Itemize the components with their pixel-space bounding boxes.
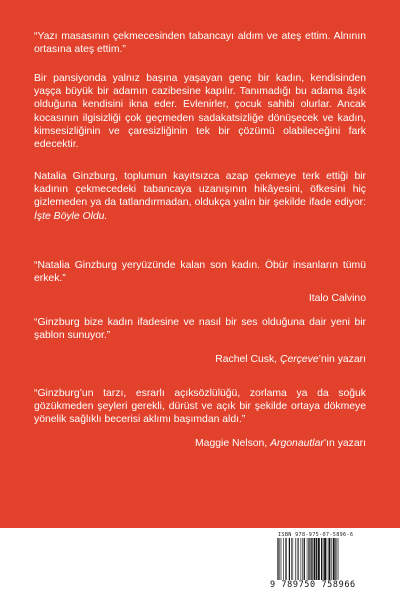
blurb-quote-2: “Ginzburg bize kadın ifadesine ve nasıl bir ses olduğuna dair yeni bir şablon sunuyor.” <box>34 317 366 342</box>
blurb-author-1: Italo Calvino <box>308 293 366 304</box>
blurb-author-3 <box>195 437 366 450</box>
barcode-bar <box>328 538 330 580</box>
blurb-author-2-suffix: ’nin yazarı <box>318 354 366 365</box>
blurb-author-2 <box>215 353 366 366</box>
barcode-bar <box>338 538 339 580</box>
barcode-bar <box>318 538 320 580</box>
blurb-author-2-work: Çerçeve <box>279 354 319 365</box>
blurb-author-3-work: Argonautlar <box>270 438 324 449</box>
barcode-bar <box>291 538 292 580</box>
barcode-bar <box>333 538 335 580</box>
barcode-bar <box>281 538 282 580</box>
blurb-author-2-name: Rachel Cusk, <box>215 354 278 365</box>
barcode-bar <box>286 538 287 580</box>
synopsis-paragraph-2-text: Natalia Ginzburg, toplumun kayıtsızca azap çekmeye terk ettiği bir kadının çekmecedeki tabancaya uzanışının hikâyesini, öfkesini hiç gizlemeden ya da tatlandırmadan, oldukça yalın bir şekilde ifade ediyor: <box>34 171 366 209</box>
barcode-bar <box>298 538 299 580</box>
barcode-bar <box>323 538 324 580</box>
barcode-bar <box>335 538 336 580</box>
blurb-author-3-name: Maggie Nelson, <box>195 438 268 449</box>
barcode-bar <box>285 538 286 580</box>
barcode-bar <box>316 538 317 580</box>
barcode-bar <box>331 538 332 580</box>
blurb-quote-3: “Ginzburg’un tarzı, esrarlı açıksözlülüğü, zorlama ya da soğuk gözükmeden şeyleri gerekli, dürüst ve açık bir şekilde ortaya dökmeye yönelik sağlıklı becerisi aklımı başımdan aldı.” <box>34 388 366 426</box>
barcode-bar <box>301 538 302 580</box>
barcode-bar <box>310 538 311 580</box>
barcode-bar <box>321 538 322 580</box>
barcode-bar <box>337 538 338 580</box>
barcode-bar <box>297 538 298 580</box>
barcode-bar <box>302 538 303 580</box>
barcode-bar <box>327 538 328 580</box>
blurb-author-3-suffix: ’ın yazarı <box>323 438 366 449</box>
barcode-bar <box>312 538 313 580</box>
barcode-digits: 9 789750 758966 <box>270 580 356 590</box>
barcode-bar <box>278 538 279 580</box>
barcode-bar <box>277 538 278 580</box>
barcode-bar <box>283 538 284 580</box>
barcode <box>276 538 362 580</box>
book-title: İşte Böyle Oldu. <box>34 210 108 222</box>
barcode-bar <box>314 538 316 580</box>
barcode-bar <box>307 538 308 580</box>
opening-quote: “Yazı masasının çekmecesinden tabancayı aldım ve ateş ettim. Alnının ortasına ateş ettim.” <box>34 31 366 56</box>
barcode-bar <box>304 538 305 580</box>
barcode-bar <box>324 538 326 580</box>
blurb-quote-1: “Natalia Ginzburg yeryüzünde kalan son kadın. Öbür insanların tümü erkek.” <box>34 260 366 285</box>
barcode-bar <box>289 538 290 580</box>
synopsis-paragraph-2 <box>34 170 366 223</box>
barcode-bar <box>293 538 294 580</box>
barcode-bar <box>308 538 309 580</box>
barcode-bar <box>309 538 310 580</box>
synopsis-paragraph-1: Bir pansiyonda yalnız başına yaşayan genç bir kadın, kendisinden yaşça büyük bir adamın cazibesine kapılır. Tanımadığı bu adama âşık olduğuna kendisini ikna eder. Evlenirler, çocuk sahibi olurlar. Ancak kocasının ilgisizliği çok geçmeden sadakatsizliğe dönüşecek ve kadın, kimsesizliğinin ve çaresizliğinin tek bir çözümü olabileceğini fark edecektir. <box>34 73 366 151</box>
isbn-label: ISBN 978-975-07-5896-6 <box>278 532 354 538</box>
barcode-bar <box>279 538 280 580</box>
barcode-bar <box>295 538 296 580</box>
